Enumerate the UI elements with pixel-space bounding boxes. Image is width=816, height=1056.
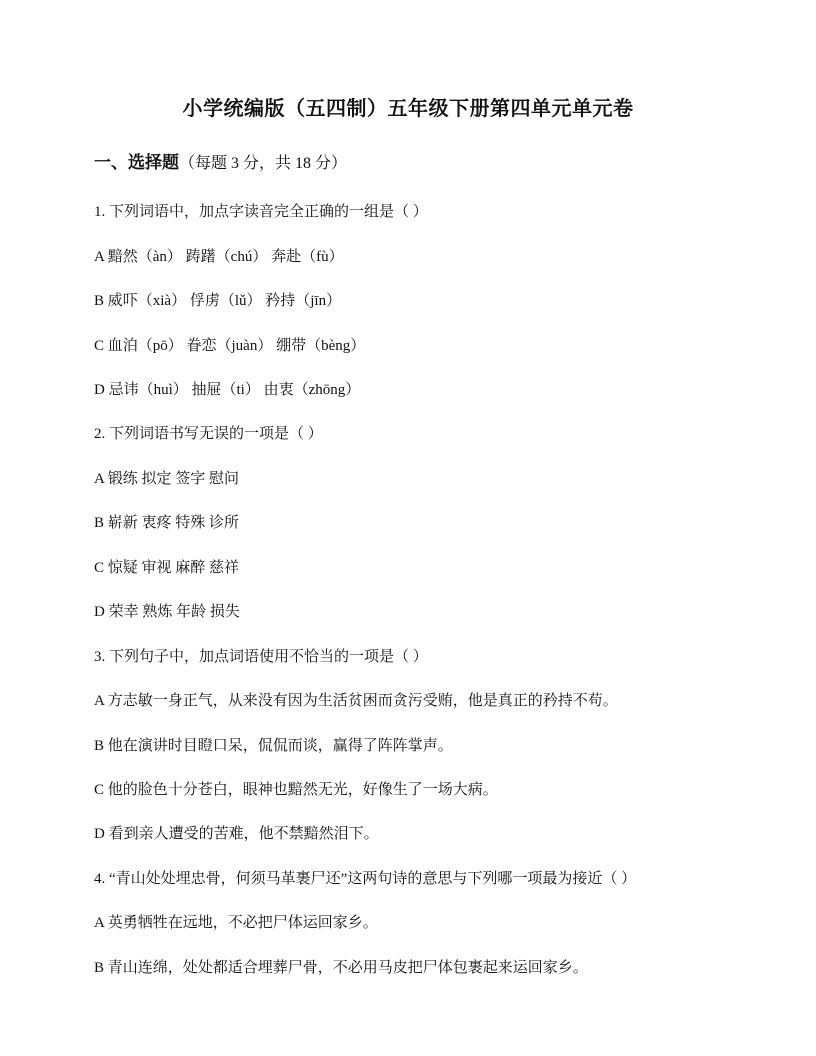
- question-2-option-d: D 荣幸 熟炼 年龄 损失: [94, 604, 240, 620]
- question-1-option-b: B 威吓（xià） 俘虏（lǔ） 矜持（jīn）: [94, 293, 342, 309]
- question-2-stem: 2. 下列词语书写无误的一项是（ ）: [94, 426, 323, 442]
- section-heading-text: 一、选择题: [94, 153, 179, 172]
- question-2-option-a: A 锻练 拟定 签字 慰问: [94, 471, 240, 487]
- question-2-option-b: B 崭新 衷疼 特殊 诊所: [94, 515, 240, 531]
- question-3-stem: 3. 下列句子中，加点词语使用不恰当的一项是（ ）: [94, 649, 428, 665]
- question-3-option-d: D 看到亲人遭受的苦难，他不禁黯然泪下。: [94, 826, 379, 842]
- question-2-option-c: C 惊疑 审视 麻醉 慈祥: [94, 560, 240, 576]
- question-4-stem: 4. “青山处处埋忠骨，何须马革裹尸还”这两句诗的意思与下列哪一项最为接近（ ）: [94, 871, 637, 887]
- question-4-option-a: A 英勇牺牲在远地，不必把尸体运回家乡。: [94, 915, 378, 931]
- question-3-option-a: A 方志敏一身正气，从来没有因为生活贫困而贪污受贿，他是真正的矜持不苟。: [94, 693, 618, 709]
- section-scoring-note: （每题 3 分，共 18 分）: [179, 155, 348, 172]
- question-1-option-d: D 忌讳（huì） 抽屉（ti） 由衷（zhōng）: [94, 382, 361, 398]
- question-4-option-b: B 青山连绵，处处都适合埋葬尸骨，不必用马皮把尸体包裹起来运回家乡。: [94, 960, 588, 976]
- document-title: 小学统编版（五四制）五年级下册第四单元单元卷: [182, 98, 634, 120]
- question-1-option-a: A 黯然（àn） 踌躇（chú） 奔赴（fù）: [94, 249, 344, 265]
- question-1-stem: 1. 下列词语中，加点字读音完全正确的一组是（ ）: [94, 204, 428, 220]
- section-heading: [94, 148, 347, 173]
- question-3-option-b: B 他在演讲时目瞪口呆，侃侃而谈，赢得了阵阵掌声。: [94, 738, 453, 754]
- question-3-option-c: C 他的脸色十分苍白，眼神也黯然无光，好像生了一场大病。: [94, 782, 498, 798]
- question-1-option-c: C 血泊（pō） 眷恋（juàn） 绷带（bèng）: [94, 338, 366, 354]
